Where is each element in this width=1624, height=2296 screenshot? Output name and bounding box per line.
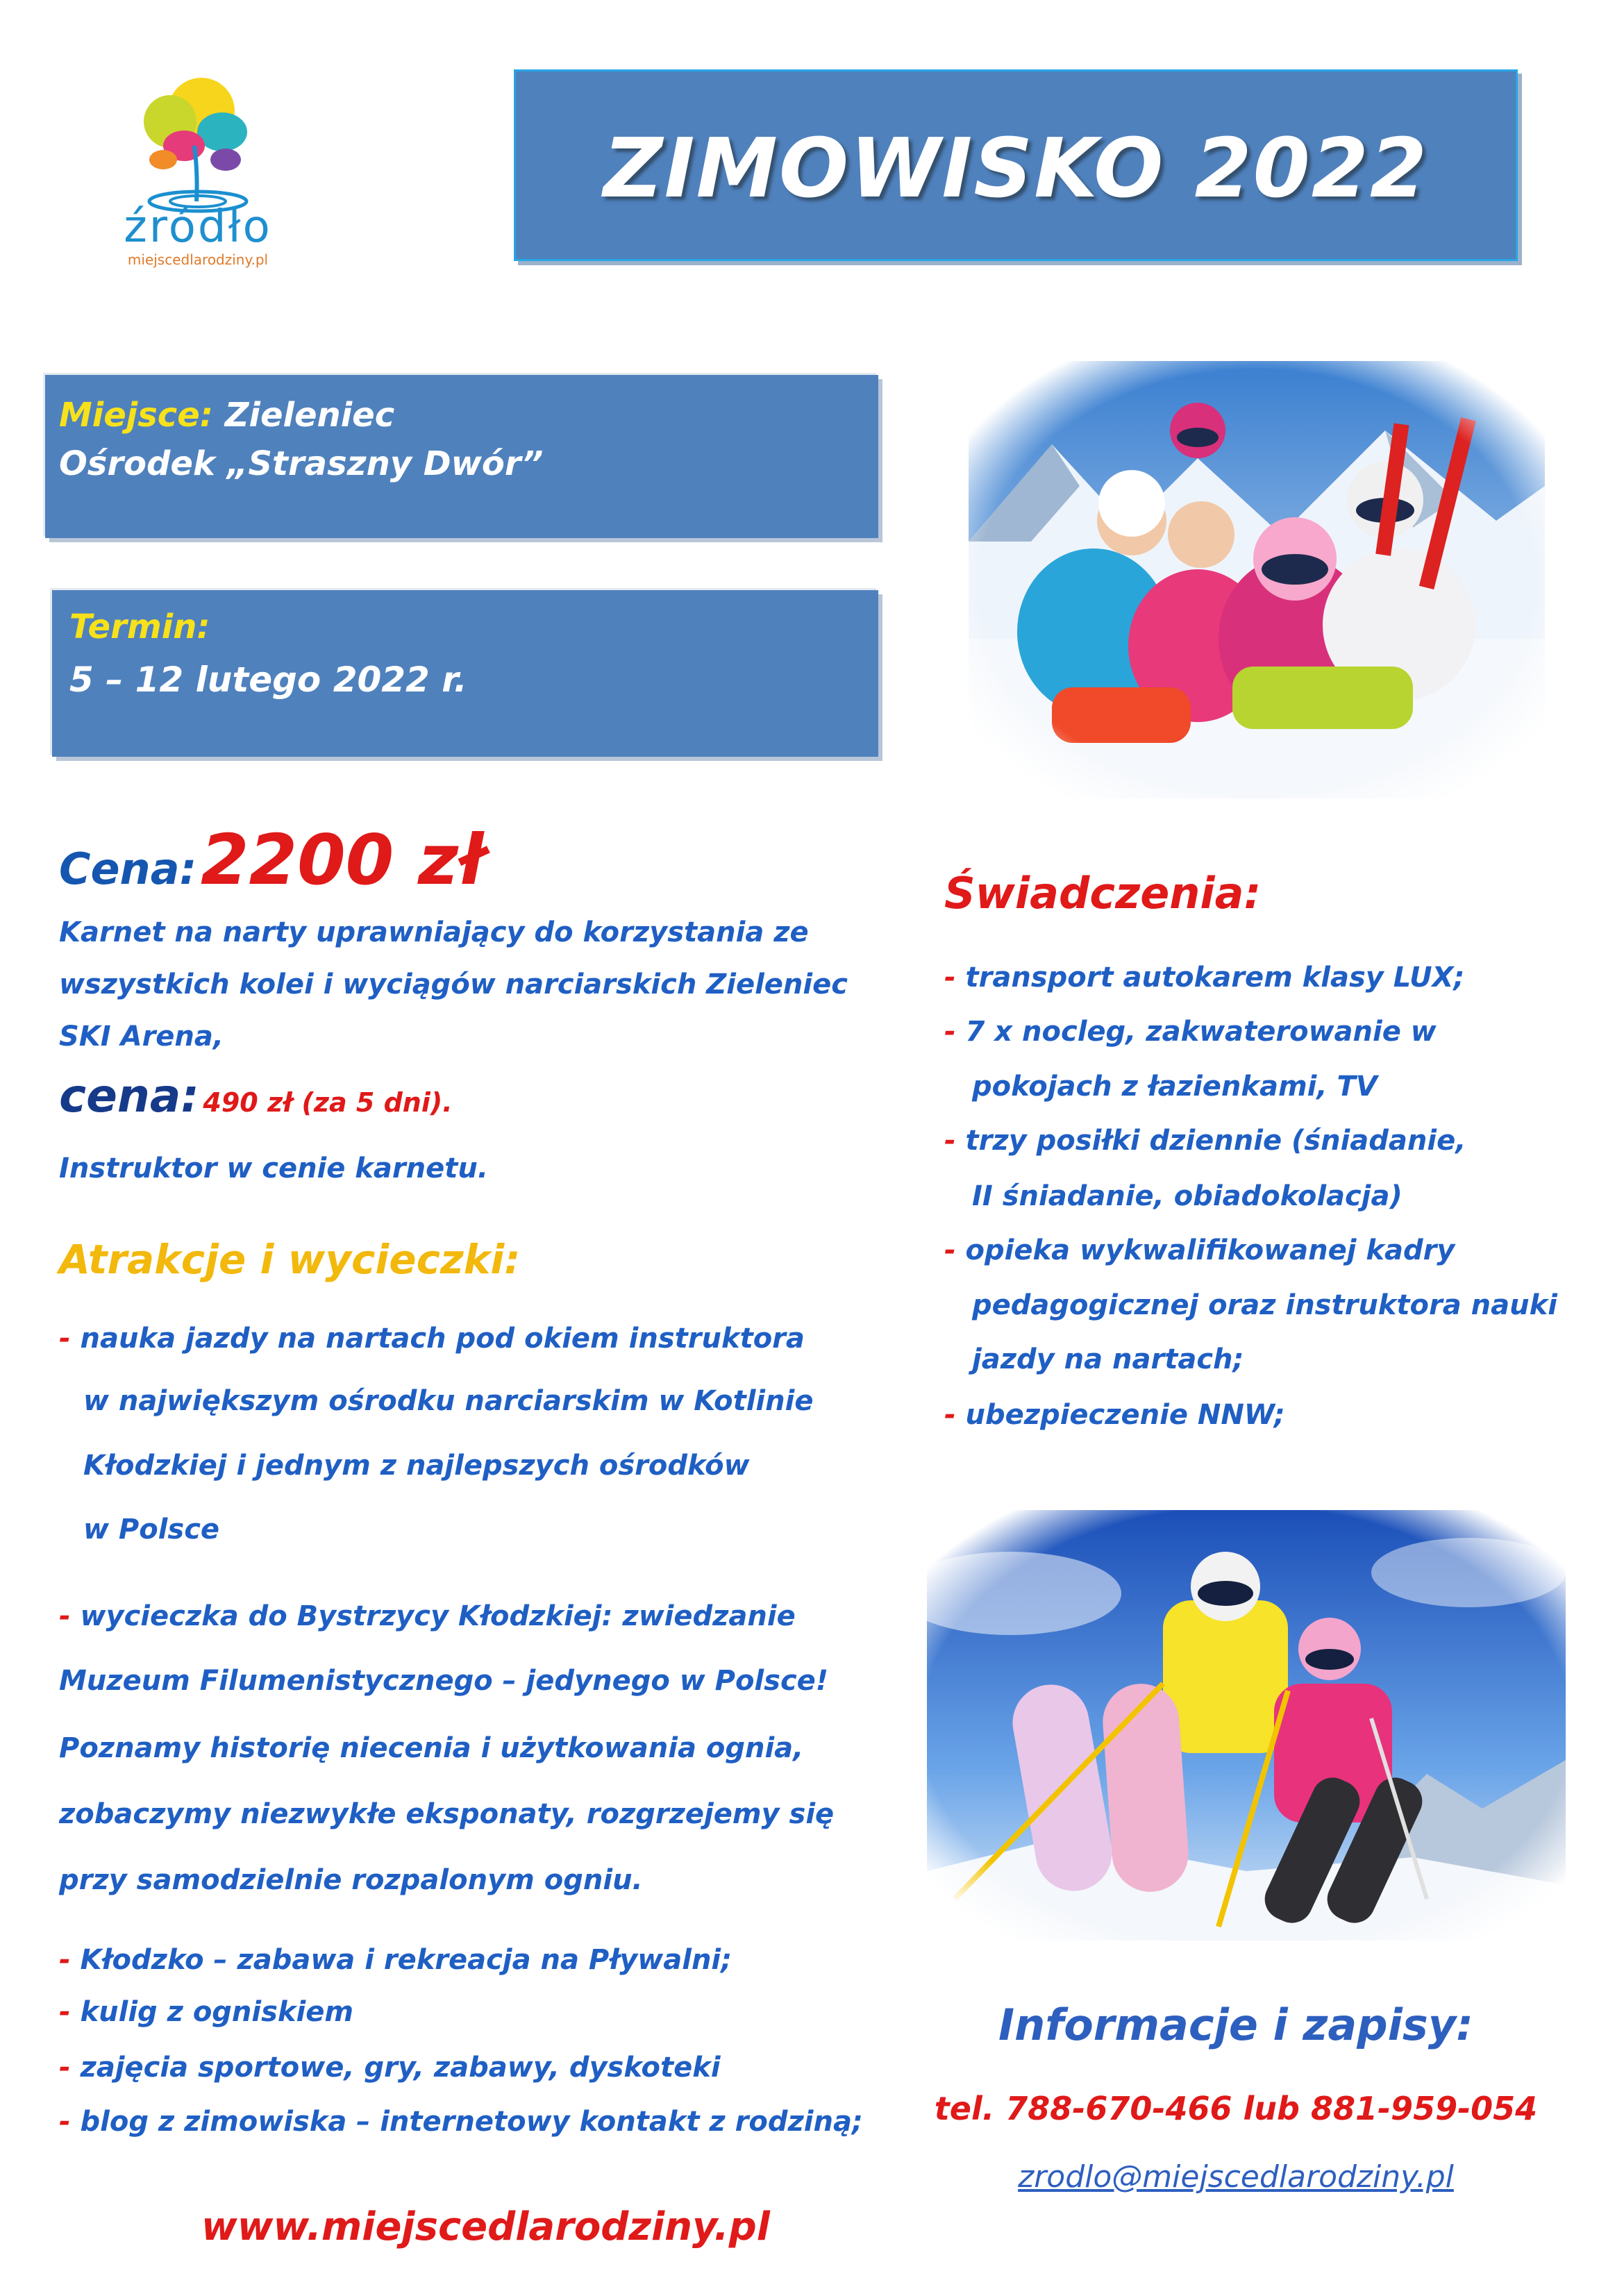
benefit-line: - trzy posiłki dziennie (śniadanie,	[944, 1125, 1466, 1157]
attraction-2-line-3: Poznamy historię niecenia i użytkowania ognia,	[59, 1732, 804, 1764]
price-value: 2200 zł	[200, 819, 485, 900]
price-desc-1: Karnet na narty uprawniający do korzystania ze	[59, 916, 809, 948]
term-value: 5 – 12 lutego 2022 r.	[69, 660, 467, 700]
logo-name: źródło	[124, 201, 272, 253]
benefit-line: II śniadanie, obiadokolacja)	[972, 1180, 1403, 1212]
attraction-1-line-3: Kłodzkiej i jednym z najlepszych ośrodków	[83, 1450, 750, 1482]
benefit-line: - transport autokarem klasy LUX;	[944, 962, 1465, 994]
contact-email[interactable]: zrodlo@miejscedlarodziny.pl	[1018, 2159, 1454, 2195]
family-ski-photo	[969, 361, 1545, 798]
benefit-line: jazdy na nartach;	[972, 1343, 1244, 1375]
attraction-1-line-4: w Polsce	[83, 1514, 220, 1545]
attractions-title: Atrakcje i wycieczki:	[59, 1236, 521, 1283]
logo	[80, 62, 316, 271]
attraction-2-line-2: Muzeum Filumenistycznego – jedynego w Polsce!	[59, 1665, 829, 1697]
benefit-line: - opieka wykwalifikowanej kadry	[944, 1234, 1455, 1266]
place-venue: Ośrodek „Straszny Dwór”	[59, 444, 544, 483]
pass-price-label: cena:	[59, 1069, 199, 1123]
pass-price-value: 490 zł (za 5 dni).	[203, 1087, 453, 1118]
price-desc-2: wszystkich kolei i wyciągów narciarskich Zieleniec	[59, 969, 848, 1000]
benefit-line: - 7 x nocleg, zakwaterowanie w	[944, 1016, 1437, 1048]
term-label: Termin:	[69, 607, 210, 646]
attraction-1-line-1: - nauka jazdy na nartach pod okiem instruktora	[59, 1323, 805, 1355]
header-banner	[514, 69, 1518, 261]
attraction-item: - blog z zimowiska – internetowy kontakt z rodziną;	[59, 2106, 863, 2138]
term-box	[52, 590, 878, 757]
place-box	[45, 375, 878, 538]
place-label: Miejsce:	[59, 396, 213, 435]
attraction-2-line-4: zobaczymy niezwykłe eksponaty, rozgrzejemy się	[59, 1798, 835, 1830]
benefits-title: Świadczenia:	[944, 868, 1262, 919]
logo-tree-icon	[80, 62, 316, 215]
attraction-1-line-2: w największym ośrodku narciarskim w Kotlinie	[83, 1385, 814, 1417]
contact-title: Informacje i zapisy:	[998, 2000, 1473, 2050]
benefit-line: pokojach z łazienkami, TV	[972, 1071, 1378, 1103]
attraction-item: - kulig z ogniskiem	[59, 1996, 354, 2028]
price-label: Cena:	[59, 844, 197, 894]
price-desc-3: SKI Arena,	[59, 1021, 224, 1053]
kids-ski-photo	[927, 1510, 1566, 1941]
attraction-2-line-1: - wycieczka do Bystrzycy Kłodzkiej: zwiedzanie	[59, 1600, 796, 1632]
logo-sub: miejscedlarodziny.pl	[127, 251, 269, 268]
contact-phone[interactable]: tel. 788-670-466 lub 881-959-054	[934, 2090, 1538, 2127]
benefit-line: - ubezpieczenie NNW;	[944, 1399, 1285, 1431]
benefit-line: pedagogicznej oraz instruktora nauki	[972, 1289, 1557, 1321]
page-title: ZIMOWISKO 2022	[603, 120, 1428, 216]
attraction-2-line-5: przy samodzielnie rozpalonym ogniu.	[59, 1864, 643, 1896]
website-link[interactable]: www.miejscedlarodziny.pl	[201, 2204, 770, 2249]
place-value: Zieleniec	[224, 396, 395, 435]
attraction-item: - zajęcia sportowe, gry, zabawy, dyskoteki	[59, 2052, 721, 2084]
instructor-note: Instruktor w cenie karnetu.	[59, 1153, 489, 1184]
attraction-item: - Kłodzko – zabawa i rekreacja na Pływalni;	[59, 1944, 733, 1976]
